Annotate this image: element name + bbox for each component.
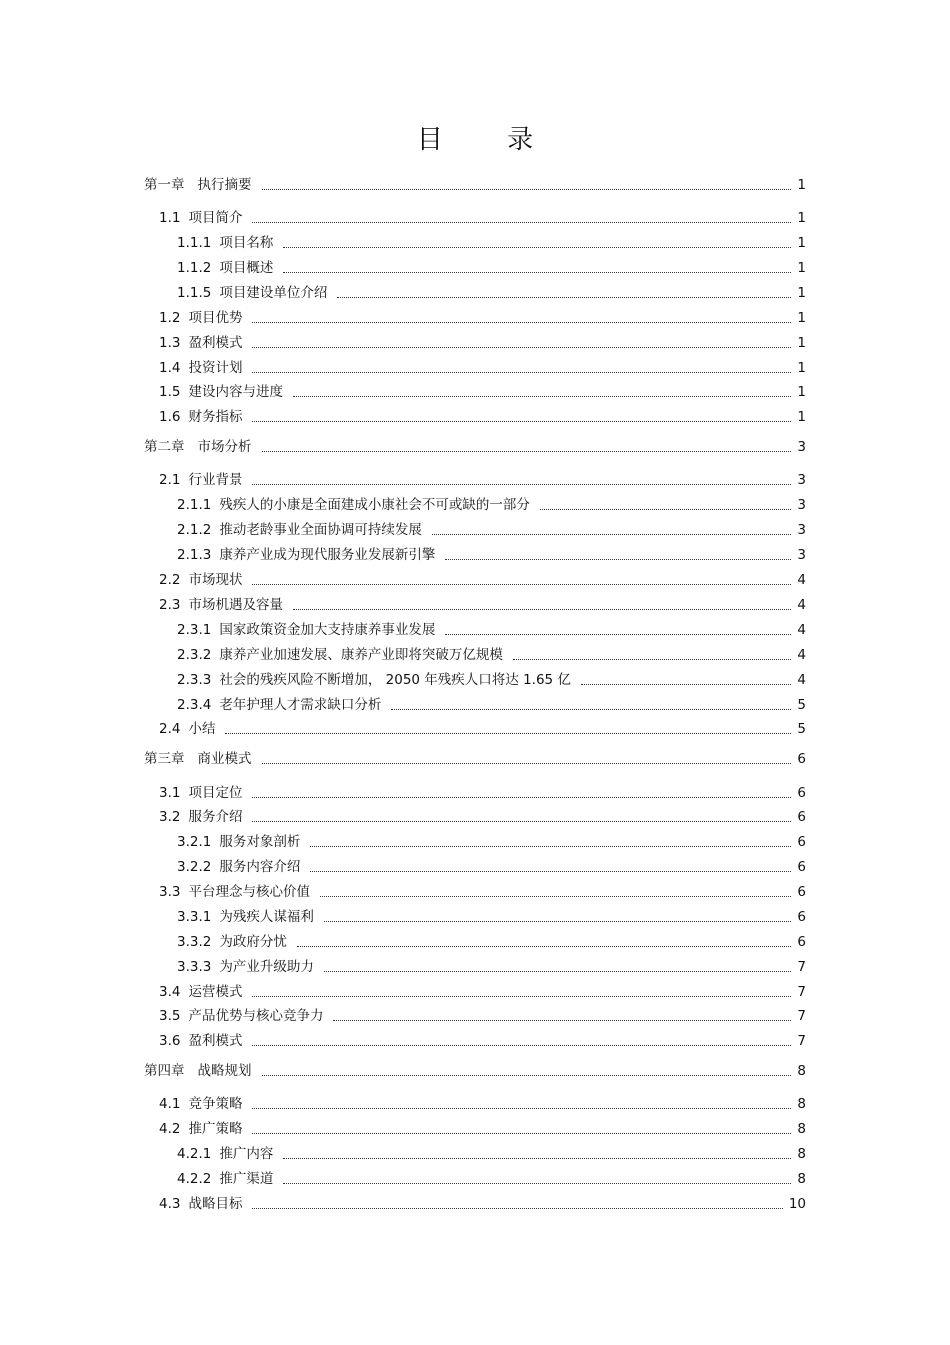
toc-entry-label: 康养产业加速发展、康养产业即将突破万亿规模 <box>219 647 503 663</box>
toc-entry-number: 2.2 <box>159 572 181 588</box>
toc-entry-page: 1 <box>797 177 806 193</box>
toc-entry-label: 项目名称 <box>219 235 274 251</box>
toc-entry-page: 8 <box>797 1146 806 1162</box>
toc-entry-number: 2.3.3 <box>177 672 212 688</box>
toc-entry-label: 推广策略 <box>188 1121 243 1137</box>
toc-entry[interactable] <box>177 932 806 952</box>
toc-entry-number: 1.1.5 <box>177 285 212 301</box>
dot-leader <box>252 371 791 373</box>
toc-entry-label: 项目简介 <box>188 210 243 226</box>
toc-entry[interactable] <box>177 957 806 977</box>
toc-entry-number: 2.1.3 <box>177 547 212 563</box>
dot-leader <box>283 1182 791 1184</box>
toc-title: 目 录 <box>416 125 562 155</box>
dot-leader <box>283 246 791 248</box>
toc-entry-page: 1 <box>797 285 806 301</box>
toc-entry-number: 1.6 <box>159 409 181 425</box>
toc-entry[interactable] <box>159 1006 806 1026</box>
toc-entry-number: 2.3.4 <box>177 697 212 713</box>
toc-entry-number: 2.3.2 <box>177 647 212 663</box>
toc-entry-number: 1.3 <box>159 335 181 351</box>
toc-entry-label: 行业背景 <box>188 472 243 488</box>
toc-entry[interactable] <box>159 807 806 827</box>
toc-entry-number: 3.5 <box>159 1008 181 1024</box>
toc-entry-page: 5 <box>797 697 806 713</box>
toc-entry-label: 市场机遇及容量 <box>188 597 283 613</box>
dot-leader <box>445 558 791 560</box>
toc-entry-page: 3 <box>797 497 806 513</box>
toc-entry-page: 7 <box>797 984 806 1000</box>
toc-entry-page: 7 <box>797 1033 806 1049</box>
toc-entry[interactable] <box>159 1031 806 1051</box>
toc-entry-label: 为政府分忧 <box>219 934 287 950</box>
toc-entry-label: 为产业升级助力 <box>219 959 314 975</box>
toc-entry-number: 第二章 <box>144 439 185 455</box>
toc-entry[interactable] <box>159 208 806 228</box>
toc-entry-page: 1 <box>797 235 806 251</box>
dot-leader <box>310 845 791 847</box>
dot-leader <box>252 583 791 585</box>
toc-entry-page: 4 <box>797 622 806 638</box>
toc-entry[interactable] <box>177 645 806 665</box>
dot-leader <box>252 1107 791 1109</box>
dot-leader <box>252 995 791 997</box>
toc-entry-number: 4.2.1 <box>177 1146 212 1162</box>
dot-leader <box>262 450 792 452</box>
toc-entry-label: 推动老龄事业全面协调可持续发展 <box>219 522 422 538</box>
dot-leader <box>324 920 792 922</box>
toc-entry-number: 1.1.2 <box>177 260 212 276</box>
toc-entry[interactable] <box>177 857 806 877</box>
toc-entry-label: 财务指标 <box>188 409 243 425</box>
toc-entry[interactable] <box>159 358 806 378</box>
toc-entry-number: 2.3 <box>159 597 181 613</box>
toc-entry-page: 3 <box>797 522 806 538</box>
toc-entry-number: 3.2.2 <box>177 859 212 875</box>
toc-entry[interactable] <box>159 882 806 902</box>
toc-entry-label: 市场分析 <box>197 439 252 455</box>
toc-entry[interactable] <box>177 670 806 690</box>
toc-entry-page: 6 <box>797 809 806 825</box>
toc-entry-number: 4.1 <box>159 1096 181 1112</box>
dot-leader <box>581 683 791 685</box>
dot-leader <box>252 483 791 485</box>
toc-entry[interactable] <box>159 1094 806 1114</box>
dot-leader <box>252 346 791 348</box>
toc-entry-page: 6 <box>797 834 806 850</box>
toc-entry-number: 3.2 <box>159 809 181 825</box>
toc-entry[interactable] <box>177 695 806 715</box>
toc-entry[interactable] <box>177 283 806 303</box>
toc-entry[interactable] <box>177 258 806 278</box>
toc-entry-label: 项目建设单位介绍 <box>219 285 328 301</box>
toc-entry-number: 第一章 <box>144 177 185 193</box>
toc-entry-label: 竞争策略 <box>188 1096 243 1112</box>
dot-leader <box>252 221 791 223</box>
toc-entry[interactable] <box>159 595 806 615</box>
dot-leader <box>540 508 792 510</box>
toc-entry-label: 战略规划 <box>197 1063 252 1079</box>
toc-entry-page: 1 <box>797 210 806 226</box>
toc-entry[interactable] <box>177 1169 806 1189</box>
toc-entry-label: 推广渠道 <box>219 1171 274 1187</box>
toc-entry-number: 1.1.1 <box>177 235 212 251</box>
toc-entry-label: 投资计划 <box>188 360 243 376</box>
dot-leader <box>252 321 791 323</box>
dot-leader <box>293 608 791 610</box>
toc-entry-label: 商业模式 <box>197 751 252 767</box>
toc-entry-label: 盈利模式 <box>188 1033 243 1049</box>
toc-entry[interactable] <box>177 545 806 565</box>
dot-leader <box>252 1132 791 1134</box>
dot-leader <box>252 796 791 798</box>
toc-entry-number: 第三章 <box>144 751 185 767</box>
dot-leader <box>262 188 792 190</box>
toc-entry[interactable] <box>159 1194 806 1214</box>
dot-leader <box>324 970 792 972</box>
toc-entry-label: 市场现状 <box>188 572 243 588</box>
toc-entry-number: 1.1 <box>159 210 181 226</box>
dot-leader <box>262 762 792 764</box>
toc-entry-label: 项目定位 <box>188 785 243 801</box>
toc-entry[interactable] <box>159 407 806 427</box>
toc-entry[interactable] <box>177 620 806 640</box>
toc-entry-number: 3.3.3 <box>177 959 212 975</box>
toc-entry-number: 3.3.2 <box>177 934 212 950</box>
dot-leader <box>297 945 792 947</box>
dot-leader <box>252 420 791 422</box>
toc-entry-page: 3 <box>797 547 806 563</box>
toc-entry-label: 老年护理人才需求缺口分析 <box>219 697 382 713</box>
toc-entry-page: 1 <box>797 335 806 351</box>
dot-leader <box>225 732 791 734</box>
toc-entry-number: 2.3.1 <box>177 622 212 638</box>
dot-leader <box>283 1157 791 1159</box>
toc-entry-number: 2.4 <box>159 721 181 737</box>
toc-entry-label: 社会的残疾风险不断增加， 2050 年残疾人口将达 1.65 亿 <box>219 672 571 688</box>
toc-entry[interactable] <box>177 832 806 852</box>
toc-entry[interactable] <box>177 907 806 927</box>
toc-entry[interactable] <box>144 1061 806 1081</box>
toc-entry[interactable] <box>159 333 806 353</box>
toc-entry-number: 第四章 <box>144 1063 185 1079</box>
toc-entry-number: 4.2.2 <box>177 1171 212 1187</box>
toc-entry-page: 6 <box>797 785 806 801</box>
toc-entry-page: 8 <box>797 1121 806 1137</box>
dot-leader <box>310 870 791 872</box>
toc-entry-page: 6 <box>797 909 806 925</box>
dot-leader <box>252 820 791 822</box>
toc-entry-page: 1 <box>797 310 806 326</box>
dot-leader <box>252 1207 782 1209</box>
toc-entry[interactable] <box>159 1119 806 1139</box>
toc-entry-page: 8 <box>797 1096 806 1112</box>
toc-entry[interactable] <box>159 719 806 739</box>
toc-entry-page: 4 <box>797 672 806 688</box>
toc-entry-label: 战略目标 <box>188 1196 243 1212</box>
toc-entry[interactable] <box>159 308 806 328</box>
toc-entry-label: 服务介绍 <box>188 809 243 825</box>
toc-entry-label: 服务内容介绍 <box>219 859 301 875</box>
toc-entry-number: 1.5 <box>159 384 181 400</box>
dot-leader <box>320 895 791 897</box>
toc-entry-label: 执行摘要 <box>197 177 252 193</box>
toc-entry[interactable] <box>159 382 806 402</box>
dot-leader <box>252 1044 791 1046</box>
toc-entry-label: 平台理念与核心价值 <box>188 884 310 900</box>
toc-entry-number: 4.3 <box>159 1196 181 1212</box>
dot-leader <box>333 1019 791 1021</box>
toc-entry-label: 建设内容与进度 <box>188 384 283 400</box>
toc-entry-page: 4 <box>797 572 806 588</box>
toc-entry[interactable] <box>177 520 806 540</box>
toc-entry-label: 国家政策资金加大支持康养事业发展 <box>219 622 436 638</box>
toc-entry-page: 1 <box>797 360 806 376</box>
toc-entry-label: 残疾人的小康是全面建成小康社会不可或缺的一部分 <box>219 497 530 513</box>
toc-entry[interactable] <box>159 982 806 1002</box>
toc-entry-label: 运营模式 <box>188 984 243 1000</box>
toc-entry-page: 7 <box>797 1008 806 1024</box>
toc-entry-number: 3.1 <box>159 785 181 801</box>
toc-entry[interactable] <box>159 570 806 590</box>
toc-entry-number: 1.2 <box>159 310 181 326</box>
toc-entry[interactable] <box>177 233 806 253</box>
toc-entry-page: 1 <box>797 260 806 276</box>
toc-entry-label: 服务对象剖析 <box>219 834 301 850</box>
dot-leader <box>337 296 791 298</box>
toc-entry-label: 产品优势与核心竞争力 <box>188 1008 324 1024</box>
toc-entry[interactable] <box>144 437 806 457</box>
toc-entry-page: 4 <box>797 597 806 613</box>
toc-entry[interactable] <box>144 175 806 195</box>
toc-entry-page: 3 <box>797 472 806 488</box>
toc-entry-number: 2.1.1 <box>177 497 212 513</box>
toc-entry[interactable] <box>177 1144 806 1164</box>
toc-entry-label: 推广内容 <box>219 1146 274 1162</box>
dot-leader <box>432 533 792 535</box>
dot-leader <box>513 658 792 660</box>
toc-entry-number: 2.1.2 <box>177 522 212 538</box>
dot-leader <box>293 395 791 397</box>
toc-entry-label: 康养产业成为现代服务业发展新引擎 <box>219 547 436 563</box>
toc-entry-label: 小结 <box>188 721 216 737</box>
toc-entry[interactable] <box>159 470 806 490</box>
toc-entry[interactable] <box>159 783 806 803</box>
toc-entry-number: 3.3 <box>159 884 181 900</box>
toc-entry-page: 4 <box>797 647 806 663</box>
toc-entry[interactable] <box>177 495 806 515</box>
toc-entry-page: 7 <box>797 959 806 975</box>
toc-entry-number: 1.4 <box>159 360 181 376</box>
toc-entry-label: 盈利模式 <box>188 335 243 351</box>
toc-entry-page: 5 <box>797 721 806 737</box>
dot-leader <box>445 633 791 635</box>
toc-entry-page: 6 <box>797 859 806 875</box>
toc-entry-page: 8 <box>797 1063 806 1079</box>
dot-leader <box>262 1074 792 1076</box>
toc-entry-label: 项目概述 <box>219 260 274 276</box>
toc-entry-number: 4.2 <box>159 1121 181 1137</box>
toc-entry-page: 6 <box>797 884 806 900</box>
toc-entry-number: 3.6 <box>159 1033 181 1049</box>
toc-entry-number: 3.4 <box>159 984 181 1000</box>
toc-entry-label: 为残疾人谋福利 <box>219 909 314 925</box>
toc-entry-page: 8 <box>797 1171 806 1187</box>
toc-entry-page: 1 <box>797 409 806 425</box>
toc-entry-number: 3.3.1 <box>177 909 212 925</box>
toc-entry-page: 1 <box>797 384 806 400</box>
toc-entry-number: 3.2.1 <box>177 834 212 850</box>
dot-leader <box>283 271 791 273</box>
toc-entry-page: 3 <box>797 439 806 455</box>
toc-entry[interactable] <box>144 749 806 769</box>
dot-leader <box>391 708 791 710</box>
toc-entry-number: 2.1 <box>159 472 181 488</box>
toc-entry-page: 6 <box>797 934 806 950</box>
toc-entry-page: 6 <box>797 751 806 767</box>
toc-entry-page: 10 <box>788 1196 806 1212</box>
toc-entry-label: 项目优势 <box>188 310 243 326</box>
